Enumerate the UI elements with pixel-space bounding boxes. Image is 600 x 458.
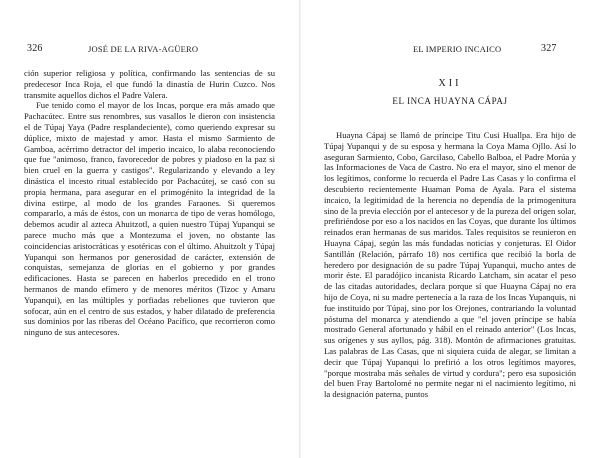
left-running-head: JOSÉ DE LA RIVA-AGÜERO <box>88 44 199 54</box>
left-paragraph: ción superior religiosa y política, confirmando las sentencias de su predecesor Inca Roja, el que fundó la dinastía de Hurin Cuzco. Nos transmite aquellos dichos el Padre Valera. <box>24 68 275 100</box>
right-paragraph: Huayna Cápaj se llamó de príncipe Titu Cusi Huallpa. Era hijo de Túpaj Yupanqui y de su esposa y hermana la Coya Mama Ojllo. Así lo aseguran Sarmiento, Cobo, Garcilaso, Cabello Balboa, el Padre Morúa y las Informaciones de Vaca de Castro. No era el mayor, sino el menor de los legítimos, conforme lo recuerda el Padre Las Casas y lo confirma el descubierto recientemente Huaman Poma de Ayala. Para el sistema incaico, la legitimidad de la herencia no dependía de la primogenitura sino de la previa elección por el antecesor y de la pureza del origen solar, prefiriéndose por eso a los nacidos en las Coyas, que durante los últimos reinados eran hermanas de sus maridos. Tales requisitos se reunieron en Huayna Cápaj, según las más fundadas noticias y conjeturas. El Oidor Santillán (Relación, párrafo 18) nos certifica que recibió la borla de heredero por designación de su padre Túpaj Yupanqui, mucho antes de morir éste. El paradójico incanista Ricardo Latcham, sin acatar el peso de las citadas autoridades, declara porque sí que Huayna Cápaj no era hijo de Coya, ni su madre pertenecía a la raza de los Incas Yupanquis, ni fue instituido por Túpaj, sino por los Orejones, contrariando la voluntad póstuma del monarca y atendiendo a que "el joven príncipe se había mostrado General afortunado y hábil en el reinado anterior" (Los Incas, sus orígenes y sus ayllos, pág. 318). Montón de afirmaciones gratuitas. Las palabras de Las Casas, que ni siquiera cuida de alegar, se limitan a decir que Túpaj Yupanqui lo prefirió a los otros legítimos mayores, "porque mostraba más señales de virtud y cordura"; pero esa suposición del buen Fray Bartolomé no permite negar ni el nacimiento legítimo, ni la designación paterna, puntos <box>324 130 576 400</box>
left-paragraph: Fue tenido como el mayor de los Incas, porque era más amado que Pachacútec. Entre sus renombres, sus vasallos le dieron con insistencia el de Túpaj Yaya (Padre resplandeciente), como queriendo expresar su dúplice, mixto de majestad y amor. Hasta el mismo Sarmiento de Gamboa, acérrimo detractor del imperio incaico, lo alaba reconociendo que fue "animoso, franco, favorecedor de pobres y piadoso en la paz si bien cruel en la guerra y castigos". Regularizando y elevando a ley dinástica el incesto ritual establecido por Pachacútej, se casó con su propia hermana, para asegurar en el primogénito la integridad de la divina estirpe, al modo de los grandes Faraones. Si queremos compararlo, a más de éstos, con un monarca de tipo de veras homólogo, debemos acudir al azteca Ahuitzotl, a quien nuestro Túpaj Yupanqui se parece mucho más que a Montezuma el joven, no obstante las coincidencias aristocráticas y esotéricas con el último. Ahuitzolt y Túpaj Yupanqui son hermanos por generosidad de carácter, extensión de conquistas, semejanza de glorias en el gobierno y por grandes edificaciones. Hasta se parecen en haberlos precedido en el trono hermanos de mando efímero y de menores méritos (Tizoc y Amaru Yupanqui), en las múltiples y porfiadas rebeliones que tuvieron que sofocar, aún en el centro de sus estados, y haber dilatado de preferencia sus dominios por las riberas del Océano Pacífico, que recorrieron como ninguno de sus antecesores. <box>24 100 275 338</box>
right-page-number: 327 <box>541 43 557 54</box>
right-page <box>300 0 600 458</box>
left-page-number: 326 <box>27 43 43 54</box>
left-body-text <box>24 68 275 338</box>
right-running-head: EL IMPERIO INCAICO <box>413 44 502 54</box>
right-body-text <box>324 130 576 400</box>
chapter-title: EL INCA HUAYNA CÁPAJ <box>392 96 508 106</box>
chapter-number: XII <box>438 78 462 89</box>
